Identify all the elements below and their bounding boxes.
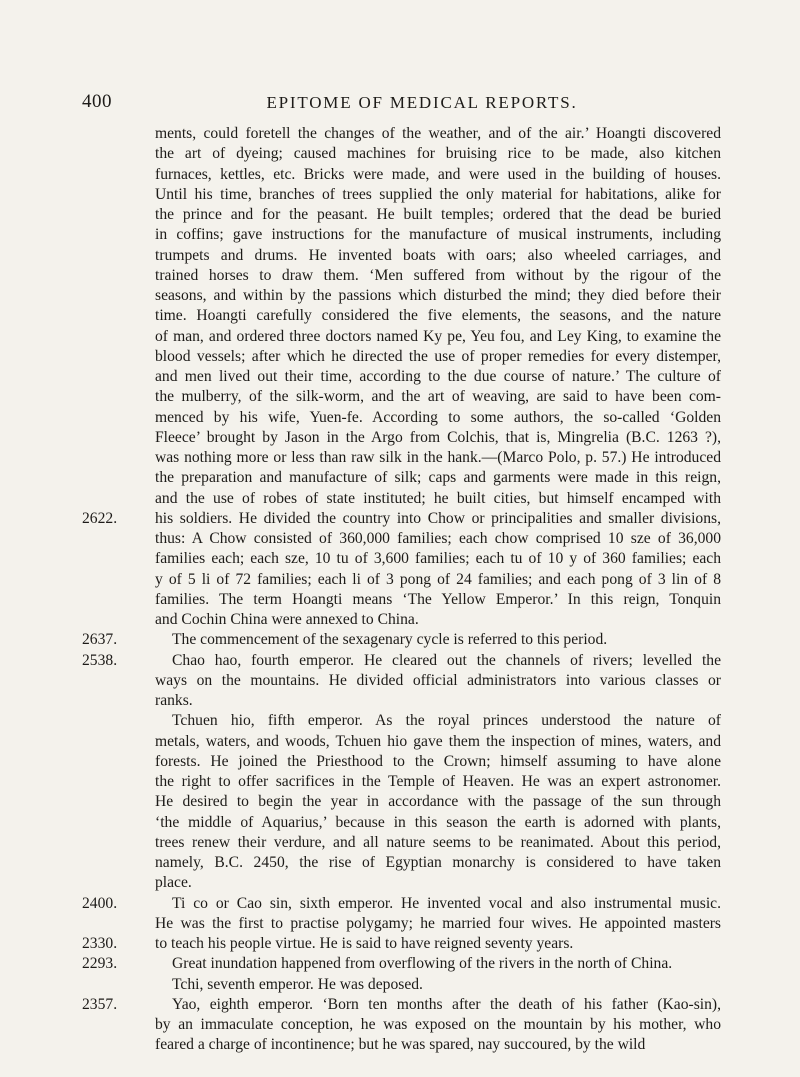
line-text: furnaces, kettles, etc. Bricks were made, and were used in the building of houses. — [155, 165, 721, 183]
text-line — [155, 833, 721, 853]
text-line — [82, 995, 721, 1015]
line-text: was nothing more or less than raw silk in the hank.—(Marco Polo, p. 57.) He introduced — [155, 449, 721, 466]
line-text: thus: A Chow consisted of 360,000 families; each chow comprised 10 sze of 36,000 — [155, 530, 721, 547]
line-text: the preparation and manufacture of silk; caps and garments were made in this reign, — [155, 469, 721, 487]
line-text: time. Hoangti carefully considered the five elements, the seasons, and the nature — [155, 307, 721, 325]
text-line — [155, 792, 721, 812]
line-text: seasons, and within by the passions which disturbed the mind; they died before their — [155, 287, 721, 304]
line-text: his soldiers. He divided the country into Chow or principalities and smaller divisions, — [155, 509, 721, 527]
line-text: Chao hao, fourth emperor. He cleared out the channels of rivers; levelled the — [172, 651, 721, 669]
margin-year: 2538. — [82, 651, 118, 669]
running-head: EPITOME OF MEDICAL REPORTS. — [266, 93, 578, 112]
text-line — [155, 691, 721, 711]
text-line — [155, 671, 721, 691]
text-line — [155, 1035, 721, 1055]
margin-year: 2330. — [82, 935, 118, 952]
line-text: He desired to begin the year in accordance with the passage of the sun through — [155, 793, 721, 811]
text-line — [155, 873, 721, 893]
line-text: metals, waters, and woods, Tchuen hio gave them the inspection of mines, waters, and — [155, 732, 721, 750]
line-text: and Cochin China were annexed to China. — [155, 611, 419, 628]
text-line — [155, 347, 721, 367]
text-line — [155, 408, 721, 428]
line-text: ways on the mountains. He divided official administrators into various classes or — [155, 671, 721, 689]
line-text: trees renew their verdure, and all nature seems to be reanimated. About this period, — [155, 833, 721, 851]
margin-year: 2622. — [82, 509, 118, 527]
text-line — [155, 1015, 721, 1035]
text-line — [155, 489, 721, 509]
line-text: ments, could foretell the changes of the weather, and of the air.’ Hoangti discovered — [155, 125, 721, 142]
text-line — [155, 590, 721, 610]
text-line — [155, 124, 721, 144]
text-line — [155, 185, 721, 205]
text-line — [155, 711, 721, 731]
line-text: place. — [155, 874, 192, 892]
text-line — [155, 205, 721, 225]
text-line — [82, 934, 721, 954]
text-line — [155, 914, 721, 934]
line-text: the mulberry, of the silk-worm, and the art of weaving, are said to have been com- — [155, 388, 721, 406]
line-text: feared a charge of incontinence; but he was spared, nay succoured, by the wild — [155, 1036, 646, 1054]
line-text: to teach his people virtue. He is said to have reigned seventy years. — [155, 935, 574, 952]
page-header — [82, 91, 722, 115]
text-line — [155, 266, 721, 286]
line-text: blood vessels; after which he directed the use of proper remedies for every distemper, — [155, 347, 721, 365]
text-line — [155, 529, 721, 549]
line-text: families each; each sze, 10 tu of 3,600 families; each tu of 10 y of 360 families; each — [155, 550, 721, 568]
line-text: forests. He joined the Priesthood to the Crown; himself assuming to have alone — [155, 752, 721, 770]
line-text: menced by his wife, Yuen-fe. According to some authors, the so-called ‘Golden — [155, 408, 721, 426]
line-text: of man, and ordered three doctors named Ky pe, Yeu fou, and Ley King, to examine the — [155, 327, 721, 345]
text-line — [155, 225, 721, 245]
line-text: y of 5 li of 72 families; each li of 3 pong of 24 families; and each pong of 3 lin of 8 — [155, 570, 721, 588]
line-text: by an immaculate conception, he was exposed on the mountain by his mother, who — [155, 1016, 721, 1033]
line-text: trumpets and drums. He invented boats with oars; also wheeled carriages, and — [155, 246, 721, 264]
line-text: Yao, eighth emperor. ‘Born ten months after the death of his father (Kao-sin), — [172, 995, 721, 1013]
text-line — [155, 387, 721, 407]
text-line — [155, 610, 721, 630]
text-line — [155, 306, 721, 326]
text-line — [155, 165, 721, 185]
line-text: families. The term Hoangti means ‘The Yellow Emperor.’ In this reign, Tonquin — [155, 590, 721, 608]
text-line — [82, 954, 721, 974]
margin-year: 2357. — [82, 995, 118, 1013]
page-number: 400 — [82, 91, 112, 112]
text-line — [155, 144, 721, 164]
margin-year: 2637. — [82, 631, 118, 649]
line-text: He was the first to practise polygamy; he married four wives. He appointed masters — [155, 914, 721, 932]
text-line — [155, 732, 721, 752]
line-text: trained horses to draw them. ‘Men suffered from without by the rigour of the — [155, 266, 721, 284]
text-line — [155, 286, 721, 306]
text-line — [155, 752, 721, 772]
text-line — [82, 894, 721, 914]
line-text: and the use of robes of state instituted; he built cities, but himself encamped with — [155, 489, 721, 507]
line-text: and men lived out their time, according to the due course of nature.’ The culture of — [155, 368, 721, 385]
line-text: Tchuen hio, fifth emperor. As the royal princes understood the nature of — [172, 712, 721, 730]
text-line — [82, 509, 721, 529]
line-text: in coffins; gave instructions for the manufacture of musical instruments, including — [155, 226, 721, 244]
margin-year: 2293. — [82, 955, 118, 973]
text-line — [155, 975, 721, 995]
text-line — [155, 468, 721, 488]
line-text: ranks. — [155, 692, 193, 709]
text-line — [82, 651, 721, 671]
text-line — [155, 813, 721, 833]
text-line — [155, 428, 721, 448]
line-text: namely, B.C. 2450, the rise of Egyptian monarchy is considered to have taken — [155, 854, 721, 871]
line-text: the prince and for the peasant. He built temples; ordered that the dead be buried — [155, 206, 721, 223]
line-text: Fleece’ brought by Jason in the Argo from Colchis, that is, Mingrelia (B.C. 1263 ?), — [155, 428, 721, 446]
text-line — [155, 772, 721, 792]
text-line — [155, 246, 721, 266]
body-text — [82, 124, 721, 1056]
text-line — [155, 549, 721, 569]
line-text: Ti co or Cao sin, sixth emperor. He invented vocal and also instrumental music. — [172, 894, 721, 912]
line-text: Until his time, branches of trees supplied the only material for habitations, alike for — [155, 185, 721, 203]
text-line — [82, 630, 721, 650]
line-text: the right to offer sacrifices in the Temple of Heaven. He was an expert astronomer. — [155, 773, 721, 790]
line-text: the art of dyeing; caused machines for bruising rice to be made, also kitchen — [155, 145, 721, 163]
text-line — [155, 853, 721, 873]
line-text: Tchi, seventh emperor. He was deposed. — [172, 975, 423, 993]
text-line — [155, 367, 721, 387]
line-text: Great inundation happened from overflowing of the rivers in the north of China. — [172, 955, 673, 973]
text-line — [155, 327, 721, 347]
line-text: The commencement of the sexagenary cycle is referred to this period. — [172, 631, 608, 649]
margin-year: 2400. — [82, 894, 118, 912]
line-text: ‘the middle of Aquarius,’ because in this season the earth is adorned with plants, — [155, 813, 721, 831]
text-line — [155, 570, 721, 590]
text-line — [155, 448, 721, 468]
